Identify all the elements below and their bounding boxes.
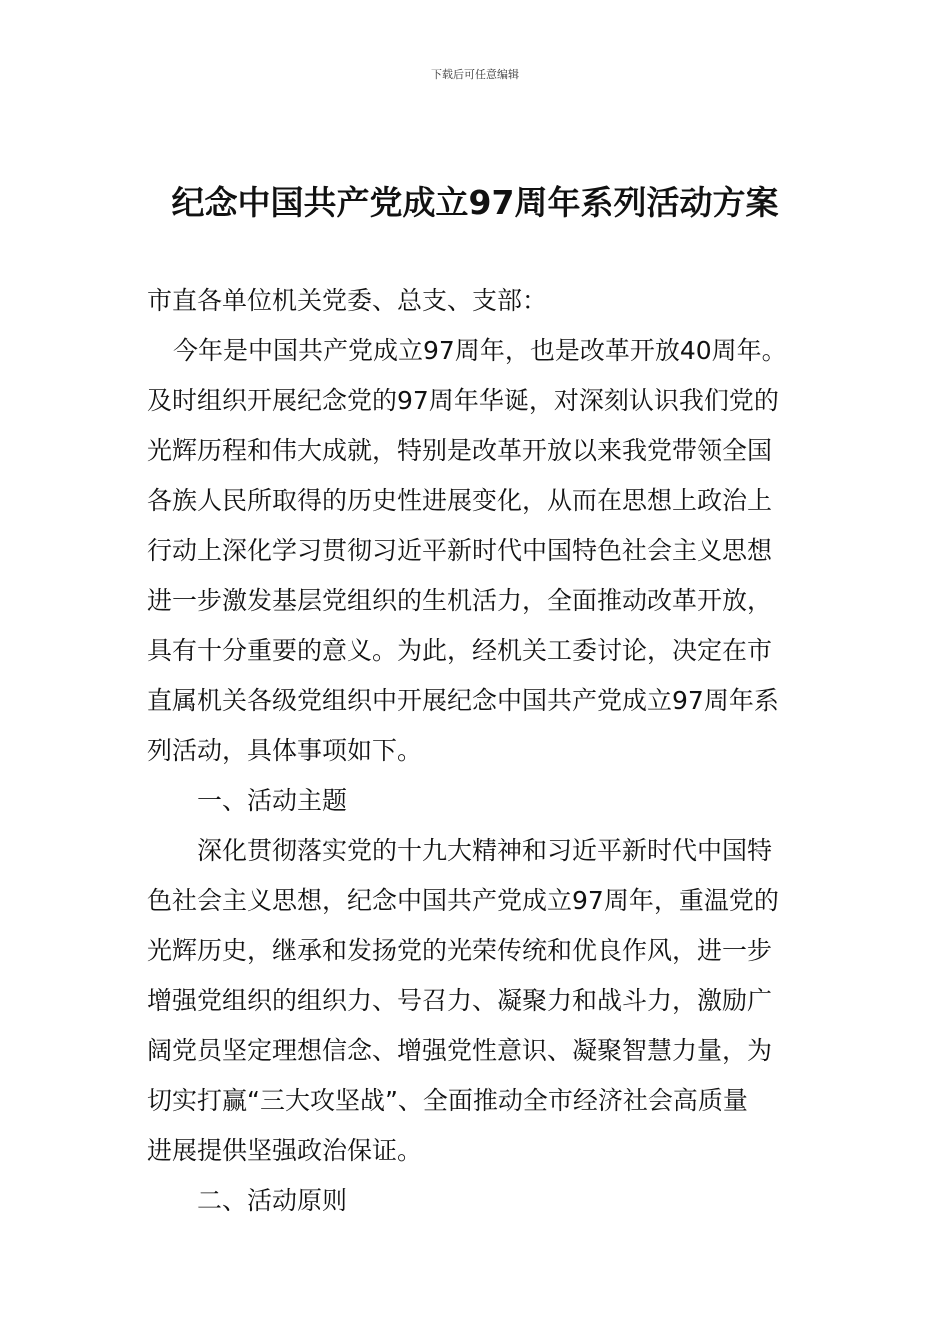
paragraph-line: 深化贯彻落实党的十九大精神和习近平新时代中国特 (197, 836, 773, 865)
paragraph-line: 行动上深化学习贯彻习近平新时代中国特色社会主义思想 (147, 536, 773, 565)
salutation: 市直各单位机关党委、总支、支部： (147, 286, 548, 315)
paragraph-line: 今年是中国共产党成立97周年，也是改革开放40周年。 (173, 336, 787, 365)
paragraph-line: 具有十分重要的意义。为此，经机关工委讨论，决定在市 (147, 636, 773, 665)
paragraph-line: 及时组织开展纪念党的97周年华诞，对深刻认识我们党的 (147, 386, 779, 415)
section-heading-principles: 二、活动原则 (197, 1186, 348, 1215)
paragraph-line: 增强党组织的组织力、号召力、凝聚力和战斗力，激励广 (147, 986, 773, 1015)
paragraph-line: 切实打赢“三大攻坚战”、全面推动全市经济社会高质量 (147, 1086, 748, 1115)
paragraph-line: 各族人民所取得的历史性进展变化，从而在思想上政治上 (147, 486, 773, 515)
paragraph-line: 色社会主义思想，纪念中国共产党成立97周年，重温党的 (147, 886, 779, 915)
paragraph-line: 进展提供坚强政治保证。 (147, 1136, 423, 1165)
paragraph-line: 阔党员坚定理想信念、增强党性意识、凝聚智慧力量，为 (147, 1036, 773, 1065)
paragraph-line: 进一步激发基层党组织的生机活力，全面推动改革开放， (147, 586, 773, 615)
section-heading-theme: 一、活动主题 (197, 786, 348, 815)
paragraph-line: 光辉历史，继承和发扬党的光荣传统和优良作风，进一步 (147, 936, 773, 965)
paragraph-line: 光辉历程和伟大成就，特别是改革开放以来我党带领全国 (147, 436, 773, 465)
paragraph-line: 直属机关各级党组织中开展纪念中国共产党成立97周年系 (147, 686, 779, 715)
header-note: 下载后可任意编辑 (431, 68, 519, 81)
paragraph-line: 列活动，具体事项如下。 (147, 736, 423, 765)
document-title: 纪念中国共产党成立97周年系列活动方案 (171, 183, 779, 222)
